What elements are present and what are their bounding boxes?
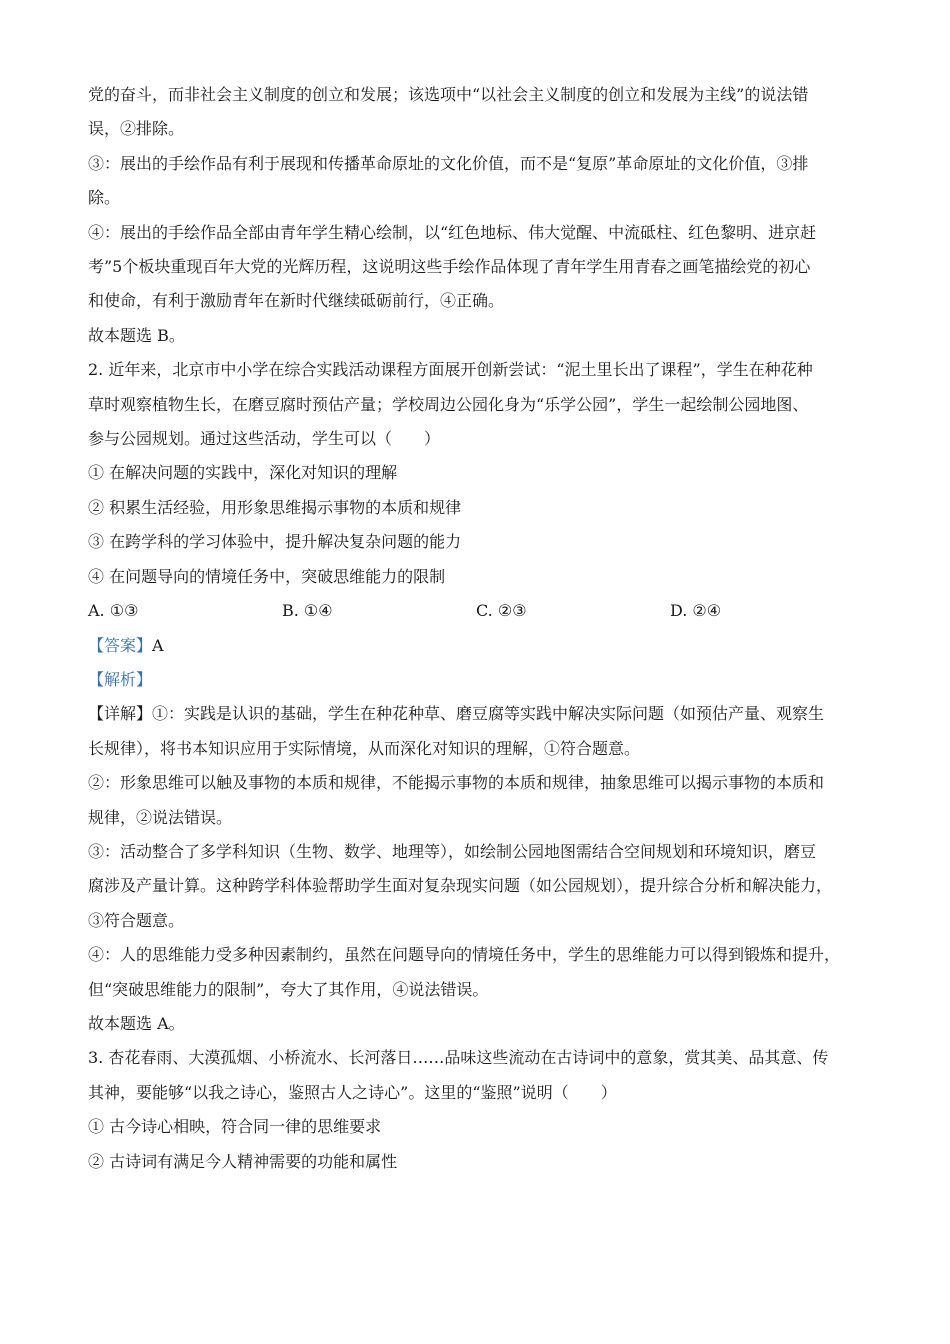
question-3-stem: 其神，要能够“以我之诗心，鉴照古人之诗心”。这里的“鉴照”说明（ ）	[88, 1082, 617, 1102]
detail-line: 腐涉及产量计算。这种跨学科体验帮助学生面对复杂现实问题（如公园规划），提升综合分析和解决能力，	[88, 876, 833, 896]
detail-line: ②：形象思维可以触及事物的本质和规律，不能揭示事物的本质和规律，抽象思维可以揭示事物的本质和	[88, 773, 825, 793]
question-2-item: ① 在解决问题的实践中，深化对知识的理解	[88, 463, 398, 483]
text-line: 党的奋斗，而非社会主义制度的创立和发展；该选项中“以社会主义制度的创立和发展为主线”的说法错	[88, 85, 809, 104]
question-2-item: ④ 在问题导向的情境任务中，突破思维能力的限制	[88, 566, 446, 586]
question-3-item: ② 古诗词有满足今人精神需要的功能和属性	[88, 1151, 398, 1171]
analysis-line	[88, 663, 868, 697]
text-line: 考”5个板块重现百年大党的光辉历程，这说明这些手绘作品体现了青年学生用青春之画笔描绘党的初心	[88, 257, 811, 277]
text-line: ④：展出的手绘作品全部由青年学生精心绘制，以“红色地标、伟大觉醒、中流砥柱、红色黎明、进京赶	[88, 222, 817, 242]
question-3-stem: 3. 杏花春雨、大漠孤烟、小桥流水、长河落日……品味这些流动在古诗词中的意象，赏其美、品其意、传	[88, 1048, 829, 1068]
answer-tag: 【答案】	[88, 635, 153, 655]
detail-line: 长规律），将书本知识应用于实际情境，从而深化对知识的理解，①符合题意。	[88, 738, 641, 758]
detail-line: ④：人的思维能力受多种因素制约，虽然在问题导向的情境任务中，学生的思维能力可以得到锻炼和提升，	[88, 945, 841, 965]
question-2-options	[88, 594, 868, 628]
document-page	[88, 78, 868, 1179]
option-d: D. ②④	[670, 601, 722, 621]
analysis-tag: 【解析】	[88, 669, 153, 689]
text-line: ③：展出的手绘作品有利于展现和传播革命原址的文化价值，而不是“复原”革命原址的文化价值，③排	[88, 153, 809, 173]
question-2-stem: 参与公园规划。通过这些活动，学生可以（ ）	[88, 429, 441, 449]
detail-line: 规律，②说法错误。	[88, 807, 233, 827]
text-line: 误，②排除。	[88, 119, 185, 139]
question-2-item: ② 积累生活经验，用形象思维揭示事物的本质和规律	[88, 497, 462, 517]
conclusion-line: 故本题选 B。	[88, 325, 185, 345]
detail-line: ③符合题意。	[88, 910, 185, 930]
option-c: C. ②③	[476, 601, 527, 621]
question-2-item: ③ 在跨学科的学习体验中，提升解决复杂问题的能力	[88, 532, 462, 552]
text-line: 除。	[88, 188, 121, 208]
detail-line: 【详解】①：实践是认识的基础，学生在种花种草、磨豆腐等实践中解决实际问题（如预估产量、观察生	[88, 704, 825, 724]
question-3-item: ① 古今诗心相映，符合同一律的思维要求	[88, 1117, 382, 1137]
conclusion-line: 故本题选 A。	[88, 1013, 185, 1033]
question-2-stem: 草时观察植物生长，在磨豆腐时预估产量；学校周边公园化身为“乐学公园”，学生一起绘制公园地图、	[88, 394, 809, 414]
detail-line: ③：活动整合了多学科知识（生物、数学、地理等），如绘制公园地图需结合空间规划和环境知识，磨豆	[88, 841, 817, 861]
text-line: 和使命，有利于激励青年在新时代继续砥砺前行，④正确。	[88, 291, 505, 311]
option-a: A. ①③	[88, 601, 139, 621]
detail-line: 但“突破思维能力的限制”，夸大了其作用，④说法错误。	[88, 979, 489, 999]
question-2-stem: 2. 近年来，北京市中小学在综合实践活动课程方面展开创新尝试：“泥土里长出了课程”，学生在种花种	[88, 360, 813, 380]
answer-line	[88, 629, 868, 663]
answer-value: A	[152, 635, 164, 655]
option-b: B. ①④	[282, 601, 333, 621]
